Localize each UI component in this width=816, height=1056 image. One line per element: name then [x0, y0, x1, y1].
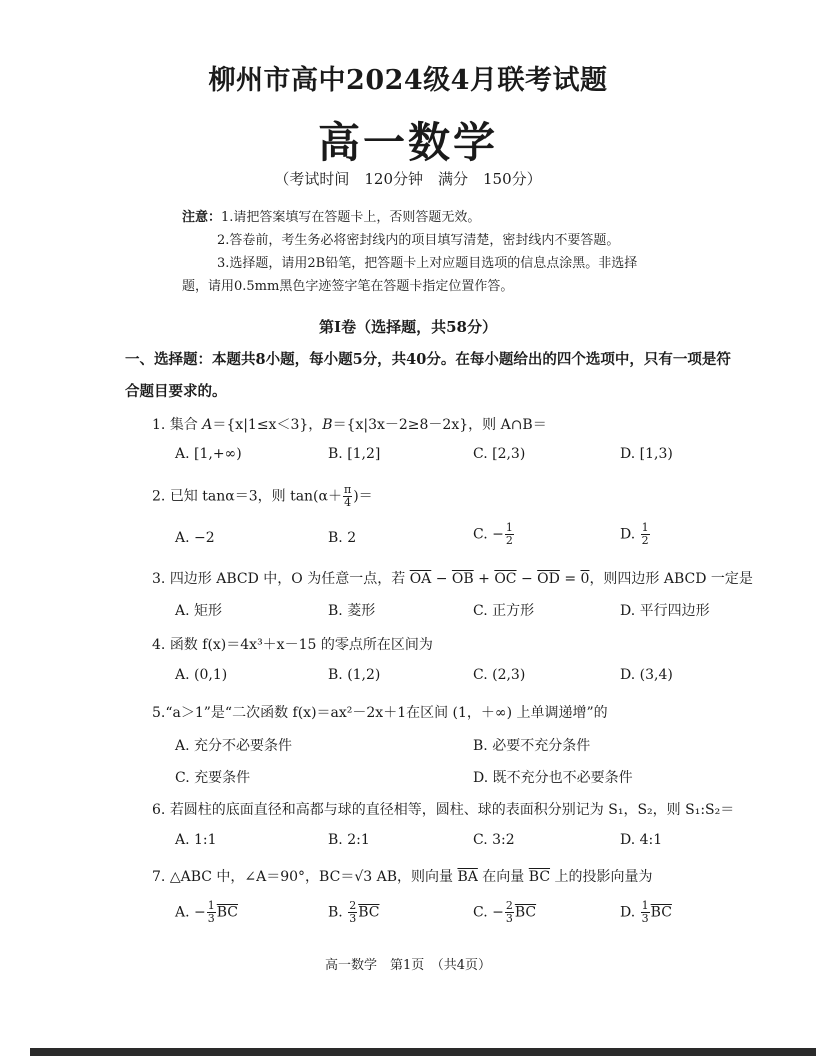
- q3-option-a[interactable]: A. 矩形: [175, 603, 223, 619]
- q2-option-a[interactable]: A. −2: [175, 530, 215, 546]
- vector-ba: $\overline{BA}$: [457, 869, 478, 885]
- notice-label: 注意：: [182, 210, 222, 225]
- question-2: 2. 已知 tanα＝3，则 tan(α＋ $\frac{\pi}{4}$ )＝: [152, 483, 373, 509]
- fraction: $\frac{2}{3}$: [349, 899, 357, 925]
- q1-option-b[interactable]: B. [1,2]: [328, 446, 381, 462]
- q4-option-d[interactable]: D. (3,4): [620, 667, 673, 683]
- q2-option-d[interactable]: D. $\frac{1}{2}$: [620, 521, 649, 547]
- q5-option-d[interactable]: D. 既不充分也不必要条件: [473, 770, 633, 786]
- q5-option-a[interactable]: A. 充分不必要条件: [175, 738, 293, 754]
- notice-line-4: 题，请用0.5mm黑色字迹签字笔在答题卡指定位置作答。: [182, 279, 514, 294]
- vector-bc: $\overline{BC}$: [650, 904, 672, 921]
- question-5: 5.“a＞1”是“二次函数 f(x)＝ax²－2x＋1在区间 (1，＋∞) 上单调递增”的: [152, 705, 608, 721]
- q1-option-d[interactable]: D. [1,3): [620, 446, 673, 462]
- q3-option-d[interactable]: D. 平行四边形: [620, 603, 710, 619]
- part-intro-line-1: 一、选择题：本题共8小题，每小题5分，共40分。在每小题给出的四个选项中，只有一项是符: [125, 351, 731, 368]
- q7-option-a[interactable]: A. − $\frac{1}{3}$ $\overline{BC}$: [175, 899, 239, 925]
- section-title: 第Ⅰ卷（选择题，共58分）: [319, 318, 497, 336]
- q6-option-b[interactable]: B. 2:1: [328, 832, 370, 848]
- fraction: $\frac{1}{3}$: [641, 899, 649, 925]
- notice-line-2: 2.答卷前，考生务必将密封线内的项目填写清楚，密封线内不要答题。: [217, 233, 620, 248]
- exam-title: 柳州市高中2024级4月联考试题: [208, 65, 608, 96]
- q5-option-c[interactable]: C. 充要条件: [175, 770, 251, 786]
- question-3: 3. 四边形 ABCD 中，O 为任意一点，若 $\overline{OA} - \overline{OB} + \overline{OC} - \overline{OD} = 0$，则四边形 ABCD 一定是: [152, 571, 753, 587]
- q7-option-c[interactable]: C. − $\frac{2}{3}$ $\overline{BC}$: [473, 899, 537, 925]
- vector-ob: $\overline{OB}$: [451, 571, 474, 587]
- q7-option-b[interactable]: B. $\frac{2}{3}$ $\overline{BC}$: [328, 899, 380, 925]
- vector-bc: $\overline{BC}$: [528, 869, 551, 885]
- q3-option-b[interactable]: B. 菱形: [328, 603, 376, 619]
- vector-bc: $\overline{BC}$: [358, 904, 380, 921]
- q6-option-d[interactable]: D. 4:1: [620, 832, 663, 848]
- notice-line-1: 注意：1.请把答案填写在答题卡上，否则答题无效。: [182, 210, 481, 225]
- vector-bc: $\overline{BC}$: [216, 904, 239, 921]
- scan-edge-bar: [30, 1048, 816, 1056]
- q1-option-c[interactable]: C. [2,3): [473, 446, 526, 462]
- fraction: $\frac{1}{3}$: [207, 899, 215, 925]
- q2-option-b[interactable]: B. 2: [328, 530, 357, 546]
- q6-option-c[interactable]: C. 3:2: [473, 832, 515, 848]
- vector-oc: $\overline{OC}$: [494, 571, 517, 587]
- fraction: $\frac{2}{3}$: [505, 899, 513, 925]
- vector-oa: $\overline{OA}$: [409, 571, 432, 587]
- q4-option-a[interactable]: A. (0,1): [175, 667, 228, 683]
- q1-option-a[interactable]: A. [1,+∞): [175, 446, 242, 462]
- q2-option-c[interactable]: C. − $\frac{1}{2}$: [473, 521, 513, 547]
- fraction-pi-over-4: $\frac{\pi}{4}$: [343, 483, 352, 509]
- q6-option-a[interactable]: A. 1:1: [175, 832, 217, 848]
- question-1: 1. 集合 A＝{x|1≤x＜3}，B＝{x|3x－2≥8－2x}，则 A∩B＝: [152, 417, 547, 433]
- vector-bc: $\overline{BC}$: [514, 904, 537, 921]
- q3-option-c[interactable]: C. 正方形: [473, 603, 535, 619]
- page-footer: 高一数学 第1页 （共4页）: [324, 958, 492, 973]
- vector-od: $\overline{OD}$: [537, 571, 560, 587]
- question-4: 4. 函数 f(x)＝4x³＋x－15 的零点所在区间为: [152, 637, 433, 653]
- q5-option-b[interactable]: B. 必要不充分条件: [473, 738, 591, 754]
- exam-info: （考试时间 120分钟 满分 150分）: [274, 170, 542, 188]
- notice-line-3: 3.选择题，请用2B铅笔，把答题卡上对应题目选项的信息点涂黑。非选择: [217, 256, 638, 271]
- question-6: 6. 若圆柱的底面直径和高都与球的直径相等，圆柱、球的表面积分别记为 S₁，S₂，则 S₁:S₂＝: [152, 802, 735, 818]
- subject-title: 高一数学: [317, 118, 498, 167]
- fraction: $\frac{1}{2}$: [641, 521, 649, 547]
- q7-option-d[interactable]: D. $\frac{1}{3}$ $\overline{BC}$: [620, 899, 672, 925]
- part-intro-line-2: 合题目要求的。: [125, 383, 227, 400]
- zero-vector: 0: [580, 571, 590, 587]
- q4-option-b[interactable]: B. (1,2): [328, 667, 381, 683]
- q4-option-c[interactable]: C. (2,3): [473, 667, 526, 683]
- question-7: 7. △ABC 中，∠A＝90°，BC＝√3 AB，则向量 $\overline{BA}$ 在向量 $\overline{BC}$ 上的投影向量为: [152, 869, 653, 885]
- fraction: $\frac{1}{2}$: [505, 521, 513, 547]
